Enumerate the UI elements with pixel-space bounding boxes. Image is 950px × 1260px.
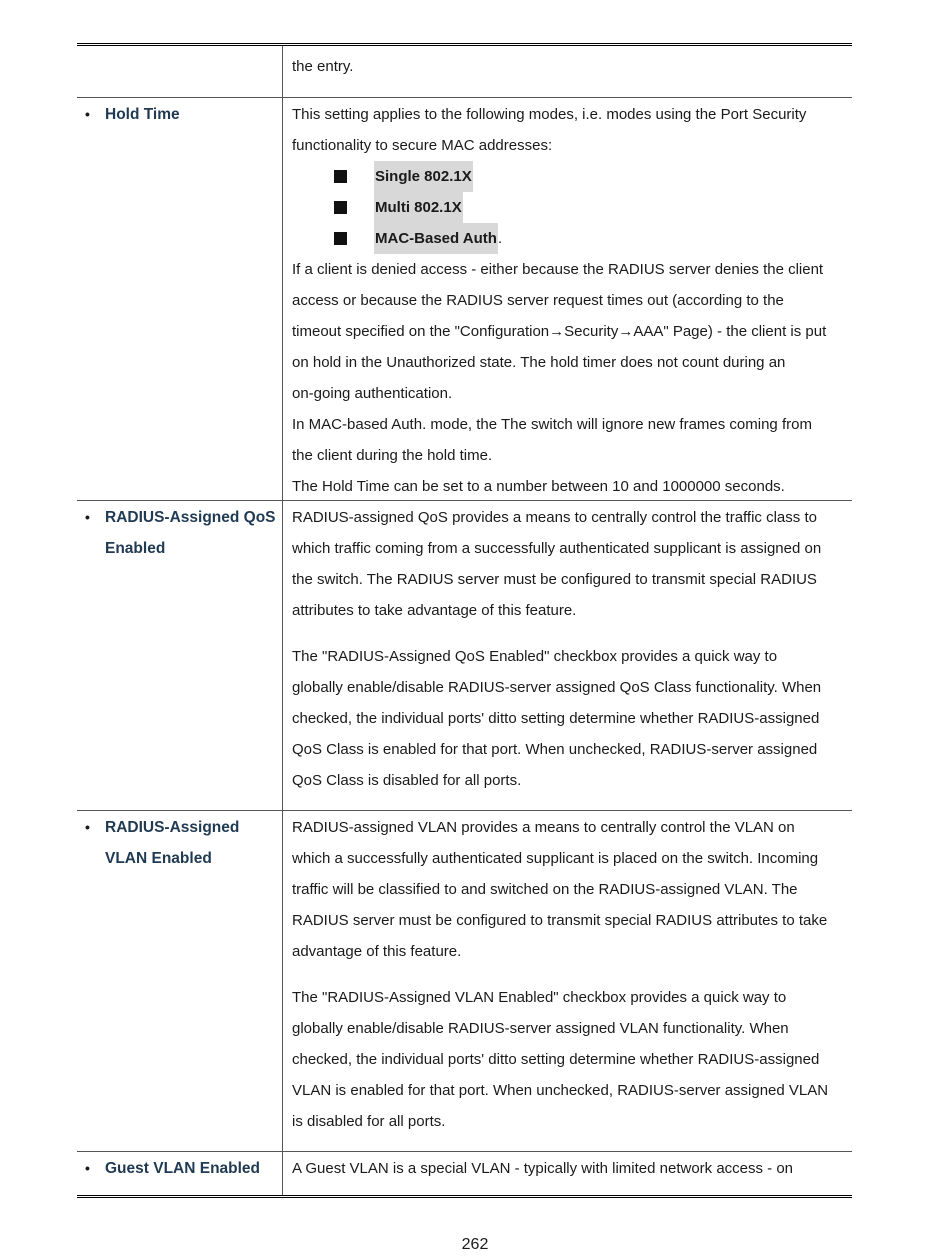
table-row	[77, 46, 852, 97]
parameter-table	[77, 43, 852, 1198]
description-cell	[283, 98, 852, 500]
square-bullet-icon	[334, 201, 347, 214]
description-line: VLAN is enabled for that port. When unchecked, RADIUS-server assigned VLAN	[292, 1082, 829, 1099]
description-line: A Guest VLAN is a special VLAN - typically with limited network access - on	[292, 1160, 794, 1177]
bullet-icon: •	[85, 106, 90, 122]
table-row	[77, 810, 852, 1151]
square-bullet-icon	[334, 170, 347, 183]
mode-item: Single 802.1X	[292, 161, 844, 192]
description-line: on-going authentication.	[292, 385, 453, 402]
description-line: The "RADIUS-Assigned VLAN Enabled" checkbox provides a quick way to	[292, 989, 787, 1006]
description-line: on hold in the Unauthorized state. The hold timer does not count during an	[292, 354, 786, 371]
description-line: the switch. The RADIUS server must be configured to transmit special RADIUS	[292, 571, 817, 588]
table-row	[77, 500, 852, 810]
description-line: functionality to secure MAC addresses:	[292, 137, 553, 154]
param-guest-vlan: • Guest VLAN Enabled	[85, 1153, 276, 1184]
description-line: If a client is denied access - either because the RADIUS server denies the client	[292, 261, 824, 278]
description-line: This setting applies to the following modes, i.e. modes using the Port Security	[292, 106, 807, 123]
description-line: timeout specified on the "Configuration→Security→AAA" Page) - the client is put	[292, 323, 827, 340]
description-line: The Hold Time can be set to a number between 10 and 1000000 seconds.	[292, 478, 785, 495]
description-line: checked, the individual ports' ditto setting determine whether RADIUS-assigned	[292, 710, 820, 727]
description-line: The "RADIUS-Assigned QoS Enabled" checkbox provides a quick way to	[292, 648, 778, 665]
table-row	[77, 1151, 852, 1195]
bullet-icon: •	[85, 819, 90, 835]
description-line: checked, the individual ports' ditto setting determine whether RADIUS-assigned	[292, 1051, 820, 1068]
description-line: the entry.	[292, 58, 354, 75]
description-line: RADIUS-assigned QoS provides a means to centrally control the traffic class to	[292, 509, 817, 526]
description-line: is disabled for all ports.	[292, 1113, 446, 1130]
param-cell	[77, 501, 283, 810]
page-number: 262	[461, 1236, 489, 1253]
param-cell	[77, 98, 283, 500]
param-hold-time: • Hold Time	[85, 99, 276, 130]
description-line: advantage of this feature.	[292, 943, 462, 960]
description-line: globally enable/disable RADIUS-server assigned VLAN functionality. When	[292, 1020, 789, 1037]
param-cell	[77, 46, 283, 97]
description-line: access or because the RADIUS server request times out (according to the	[292, 292, 784, 309]
param-cell	[77, 1152, 283, 1195]
description-cell	[283, 46, 852, 97]
description-line: globally enable/disable RADIUS-server assigned QoS Class functionality. When	[292, 679, 822, 696]
mode-item: Multi 802.1X	[292, 192, 844, 223]
description-line: which traffic coming from a successfully authenticated supplicant is assigned on	[292, 540, 822, 557]
param-cell	[77, 811, 283, 1151]
description-line: which a successfully authenticated supplicant is placed on the switch. Incoming	[292, 850, 819, 867]
description-cell	[283, 811, 852, 1151]
description-line: In MAC-based Auth. mode, the The switch will ignore new frames coming from	[292, 416, 812, 433]
square-bullet-icon	[334, 232, 347, 245]
description-line: the client during the hold time.	[292, 447, 493, 464]
table-row	[77, 97, 852, 500]
description-line: RADIUS-assigned VLAN provides a means to centrally control the VLAN on	[292, 819, 795, 836]
mode-item: MAC-Based Auth .	[292, 223, 844, 254]
description-cell	[283, 1152, 852, 1195]
bullet-icon: •	[85, 1160, 90, 1176]
bullet-icon: •	[85, 509, 90, 525]
description-line: attributes to take advantage of this feature.	[292, 602, 577, 619]
description-line: QoS Class is disabled for all ports.	[292, 772, 522, 789]
description-line: traffic will be classified to and switched on the RADIUS-assigned VLAN. The	[292, 881, 798, 898]
description-line: RADIUS server must be configured to transmit special RADIUS attributes to take	[292, 912, 828, 929]
param-radius-vlan: • RADIUS-Assigned VLAN Enabled	[85, 812, 276, 874]
param-radius-qos: • RADIUS-Assigned QoS Enabled	[85, 502, 276, 564]
description-line: QoS Class is enabled for that port. When unchecked, RADIUS-server assigned	[292, 741, 818, 758]
description-cell	[283, 501, 852, 810]
